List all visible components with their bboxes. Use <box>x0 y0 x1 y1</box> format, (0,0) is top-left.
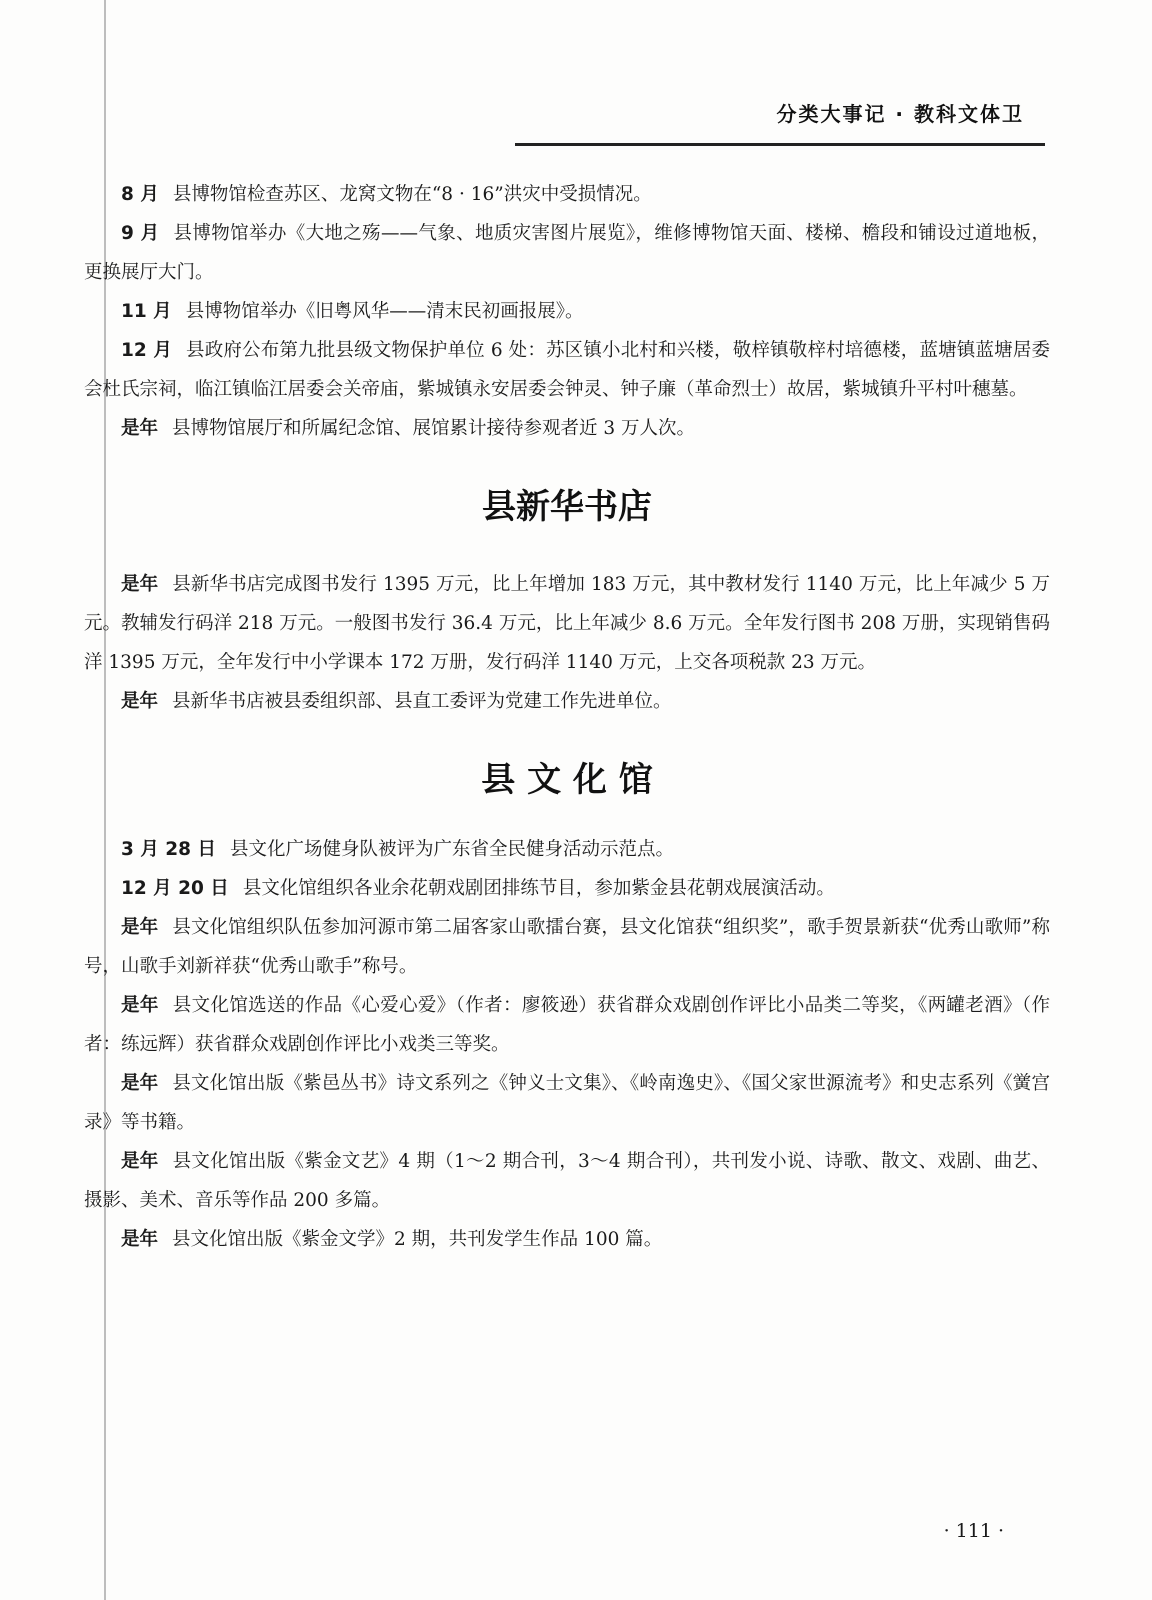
entry-text: 县文化馆出版《紫金文学》2 期，共刊发学生作品 100 篇。 <box>172 1229 663 1250</box>
entry <box>84 908 1050 986</box>
entry <box>84 331 1050 409</box>
section-title-bookstore: 县新华书店 <box>482 487 652 527</box>
entry <box>84 175 1050 214</box>
entry-text: 县新华书店完成图书发行 1395 万元，比上年增加 183 万元，其中教材发行 1140 万元，比上年减少 5 万元。教辅发行码洋 218 万元。一般图书发行 36.4 万元，比上年减少 8.6 万元。全年发行图书 208 万册，实现销售码洋 1395 万元，全年发行中小学课本 172 万册，发行码洋 1140 万元，上交各项税款 23 万元。 <box>84 574 1050 673</box>
entry-date: 8 月 <box>121 184 159 205</box>
entry-text: 县文化馆选送的作品《心爱心爱》（作者：廖筱逊）获省群众戏剧创作评比小品类二等奖，《两罐老酒》（作者：练远辉）获省群众戏剧创作评比小戏类三等奖。 <box>84 995 1050 1055</box>
entry-date: 是年 <box>121 691 159 712</box>
entry <box>84 1142 1050 1220</box>
entry-text: 县博物馆举办《大地之殇——气象、地质灾害图片展览》，维修博物馆天面、楼梯、檐段和铺设过道地板，更换展厅大门。 <box>84 223 1050 283</box>
entry-text: 县博物馆展厅和所属纪念馆、展馆累计接待参观者近 3 万人次。 <box>172 418 696 439</box>
entry-date: 是年 <box>121 574 159 595</box>
entry-date: 是年 <box>121 1151 159 1172</box>
entry-text: 县政府公布第九批县级文物保护单位 6 处：苏区镇小北村和兴楼，敬梓镇敬梓村培德楼，蓝塘镇蓝塘居委会杜氏宗祠，临江镇临江居委会关帝庙，紫城镇永安居委会钟灵、钟子廉（革命烈士）故居，紫城镇升平村叶穗墓。 <box>84 340 1050 400</box>
entry-date: 12 月 20 日 <box>121 878 229 899</box>
entry-date: 是年 <box>121 1073 159 1094</box>
entry-text: 县文化馆出版《紫邑丛书》诗文系列之《钟义士文集》、《岭南逸史》、《国父家世源流考》和史志系列《黉宫录》等书籍。 <box>84 1073 1050 1133</box>
header-rule <box>515 143 1045 146</box>
entry-date: 是年 <box>121 995 159 1016</box>
entry-date: 11 月 <box>121 301 172 322</box>
entry-text: 县文化馆组织队伍参加河源市第二届客家山歌擂台赛，县文化馆获“组织奖”，歌手贺景新获“优秀山歌师”称号，山歌手刘新祥获“优秀山歌手”称号。 <box>84 917 1050 977</box>
entry <box>84 409 1050 448</box>
entry <box>84 214 1050 292</box>
entry-text: 县新华书店被县委组织部、县直工委评为党建工作先进单位。 <box>172 691 672 712</box>
entry <box>84 830 1050 869</box>
entry <box>84 682 1050 721</box>
entry-text: 县文化馆出版《紫金文艺》4 期（1～2 期合刊，3～4 期合刊），共刊发小说、诗歌、散文、戏剧、曲艺、摄影、美术、音乐等作品 200 多篇。 <box>84 1151 1050 1211</box>
entry-text: 县文化广场健身队被评为广东省全民健身活动示范点。 <box>229 839 674 860</box>
entry-date: 12 月 <box>121 340 173 361</box>
entry-date: 是年 <box>121 917 159 938</box>
entry <box>84 869 1050 908</box>
entry-date: 是年 <box>121 418 159 439</box>
entry-date: 9 月 <box>121 223 160 244</box>
page-content <box>84 175 1050 1259</box>
entry <box>84 986 1050 1064</box>
running-header: 分类大事记 · 教科文体卫 <box>776 102 1024 126</box>
entry <box>84 565 1050 682</box>
entry-text: 县文化馆组织各业余花朝戏剧团排练节目，参加紫金县花朝戏展演活动。 <box>242 878 835 899</box>
entry-text: 县博物馆举办《旧粤风华——清末民初画报展》。 <box>185 301 584 322</box>
section-title-cultural-center: 县 文 化 馆 <box>481 760 653 800</box>
page-number: · 111 · <box>943 1520 1004 1542</box>
entry <box>84 292 1050 331</box>
entry-date: 是年 <box>121 1229 159 1250</box>
entry <box>84 1220 1050 1259</box>
entry-date: 3 月 28 日 <box>121 839 216 860</box>
entry <box>84 1064 1050 1142</box>
entry-text: 县博物馆检查苏区、龙窝文物在“8 · 16”洪灾中受损情况。 <box>172 184 652 205</box>
